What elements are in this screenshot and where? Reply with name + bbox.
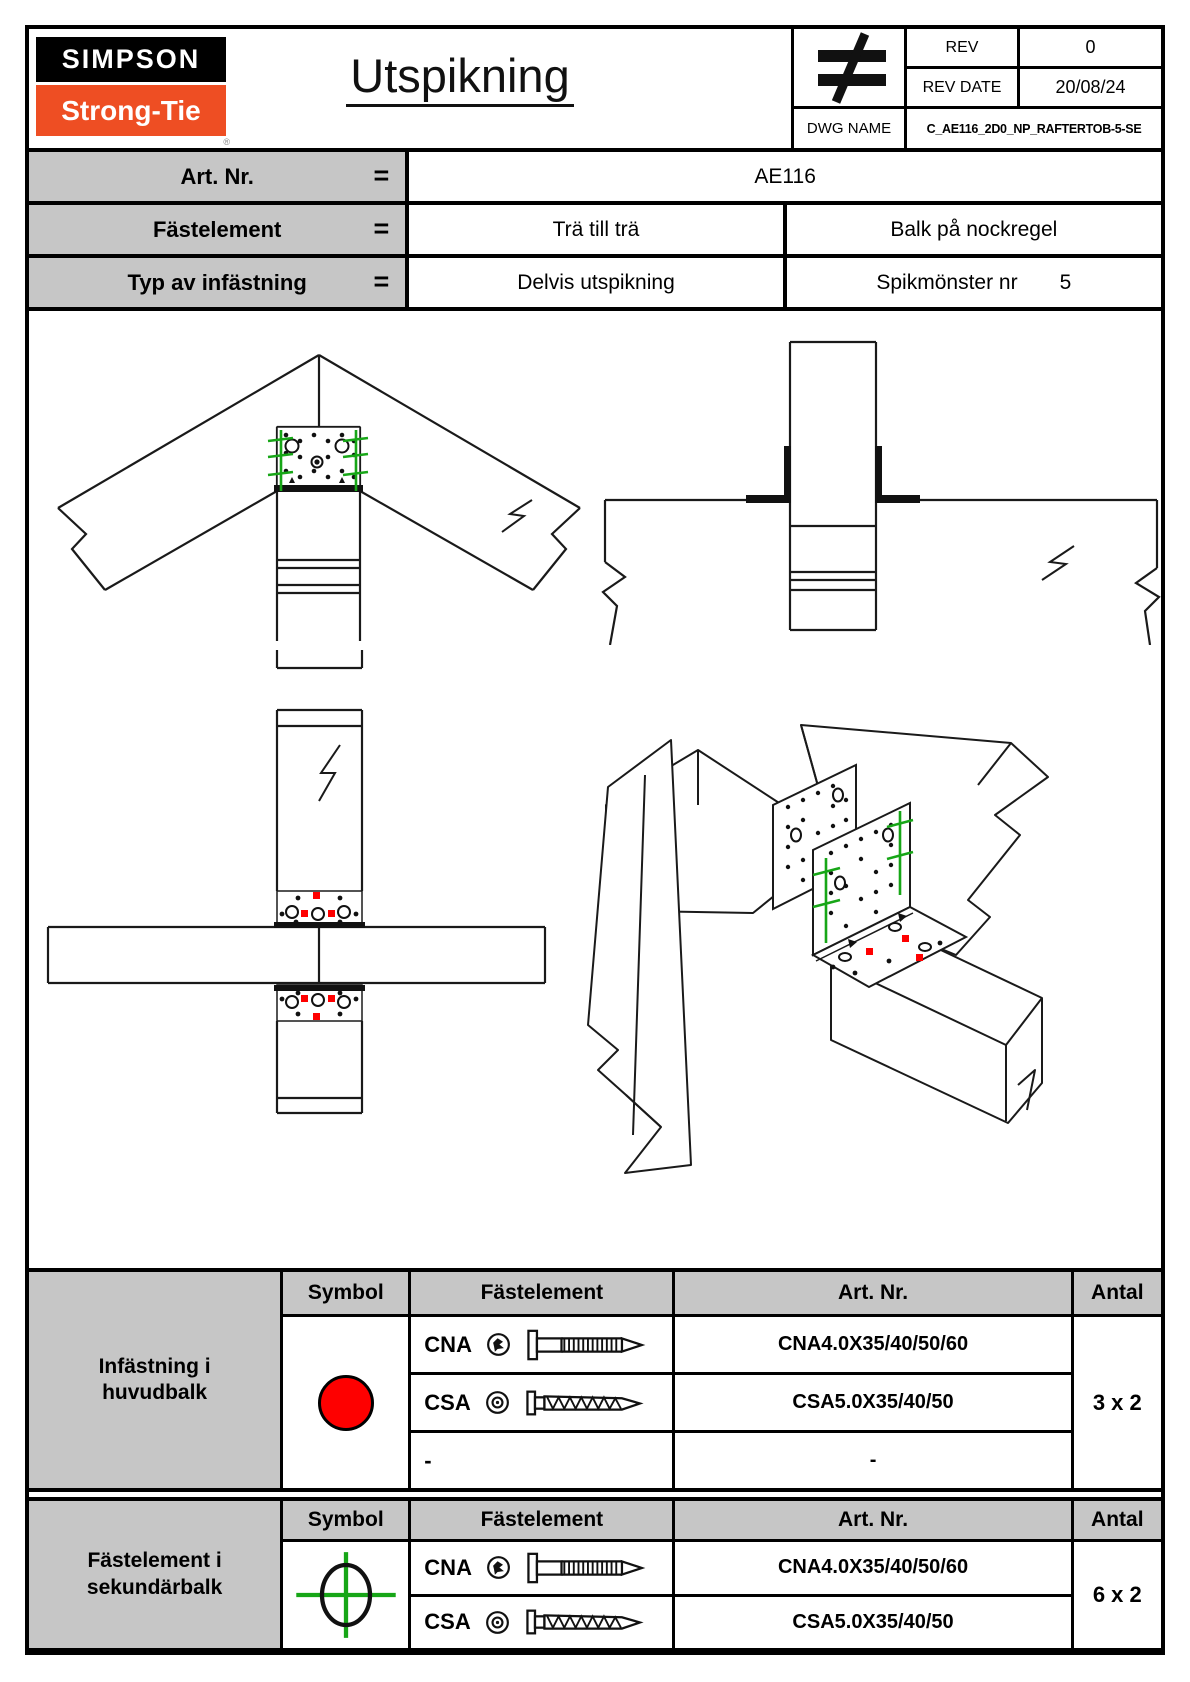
- spikmonster-cell: [787, 258, 1161, 307]
- product-info-table: [25, 148, 1165, 311]
- table1-row-label: Infästning i huvudbalk: [29, 1272, 280, 1488]
- apex-front-view-drawing: [40, 335, 588, 643]
- table1-col-symbol: Symbol: [283, 1272, 408, 1314]
- table2-col-qty: Antal: [1074, 1501, 1161, 1539]
- cna-head-icon: [485, 1331, 512, 1358]
- equals-sign: =: [373, 265, 390, 296]
- logo-strongtie: Strong-Tie: [36, 85, 226, 136]
- table1-col-fastener: Fästelement: [411, 1272, 672, 1314]
- equals-sign: =: [373, 159, 390, 190]
- table1-col-artnr: Art. Nr.: [675, 1272, 1070, 1314]
- cna-head-icon: [485, 1554, 512, 1581]
- rev-date-label: REV DATE: [922, 78, 1002, 96]
- isometric-view-drawing: [548, 655, 1162, 1185]
- table2-csa-cell: CSA: [411, 1597, 672, 1649]
- cna-nail-icon: [525, 1328, 649, 1362]
- rev-value: 0: [1085, 37, 1096, 57]
- fastelement-value-2: Balk på nockregel: [787, 205, 1161, 254]
- cna-nail-icon: [525, 1551, 649, 1585]
- fastelement-value-1: Trä till trä: [409, 205, 782, 254]
- csa-screw-icon: [524, 1605, 648, 1639]
- table2-csa-artnr: CSA5.0X35/40/50: [675, 1597, 1070, 1649]
- fastener-table-sekundarbalk: [25, 1497, 1165, 1652]
- plan-view-drawing: [40, 650, 560, 1190]
- dwg-name-value: C_AE116_2D0_NP_RAFTERTOB-5-SE: [926, 121, 1142, 136]
- table2-col-fastener: Fästelement: [411, 1501, 672, 1539]
- table2-row-label: Fästelement i sekundärbalk: [29, 1501, 280, 1648]
- fastener-table-huvudbalk: [25, 1268, 1165, 1492]
- spikmonster-label: Spikmönster nr: [876, 270, 1018, 294]
- table1-dash-artnr: -: [675, 1433, 1070, 1488]
- table1-col-qty: Antal: [1074, 1272, 1161, 1314]
- dwg-name-label: DWG NAME: [806, 120, 892, 137]
- table2-cna-artnr: CNA4.0X35/40/50/60: [675, 1542, 1070, 1594]
- typ-label-cell: Typ av infästning =: [29, 258, 405, 307]
- csa-screw-icon: [524, 1386, 648, 1420]
- art-nr-label-cell: Art. Nr. =: [29, 152, 405, 201]
- csa-head-icon: [484, 1389, 511, 1416]
- csa-head-icon: [484, 1609, 511, 1636]
- table2-cna-cell: CNA: [411, 1542, 672, 1594]
- equals-sign: =: [373, 212, 390, 243]
- not-equal-icon: [802, 31, 902, 105]
- table2-col-symbol: Symbol: [283, 1501, 408, 1539]
- table1-dash-fastener: -: [411, 1433, 672, 1488]
- table2-qty: 6 x 2: [1074, 1542, 1161, 1648]
- spikmonster-number: 5: [1059, 270, 1072, 294]
- table1-qty: 3 x 2: [1074, 1317, 1161, 1488]
- table1-cna-artnr: CNA4.0X35/40/50/60: [675, 1317, 1070, 1372]
- table2-col-artnr: Art. Nr.: [675, 1501, 1070, 1539]
- art-nr-value: AE116: [409, 152, 1161, 201]
- logo-simpson: SIMPSON: [36, 37, 226, 82]
- typ-value-1: Delvis utspikning: [409, 258, 782, 307]
- table1-csa-artnr: CSA5.0X35/40/50: [675, 1375, 1070, 1430]
- sheet-title: Utspikning: [180, 48, 740, 103]
- green-crosshair-symbol-icon: [286, 1545, 406, 1645]
- red-circle-symbol-icon: [318, 1375, 374, 1431]
- rev-date-value: 20/08/24: [1055, 77, 1126, 97]
- fastelement-label-cell: Fästelement =: [29, 205, 405, 254]
- table1-csa-cell: CSA: [411, 1375, 672, 1430]
- side-view-drawing: [600, 330, 1162, 645]
- table2-symbol-cell: [283, 1542, 408, 1648]
- table1-cna-cell: CNA: [411, 1317, 672, 1372]
- registered-mark: ®: [223, 137, 230, 147]
- rev-label: REV: [945, 38, 979, 56]
- bracket-flange: [746, 446, 920, 503]
- table1-symbol-cell: [283, 1317, 408, 1488]
